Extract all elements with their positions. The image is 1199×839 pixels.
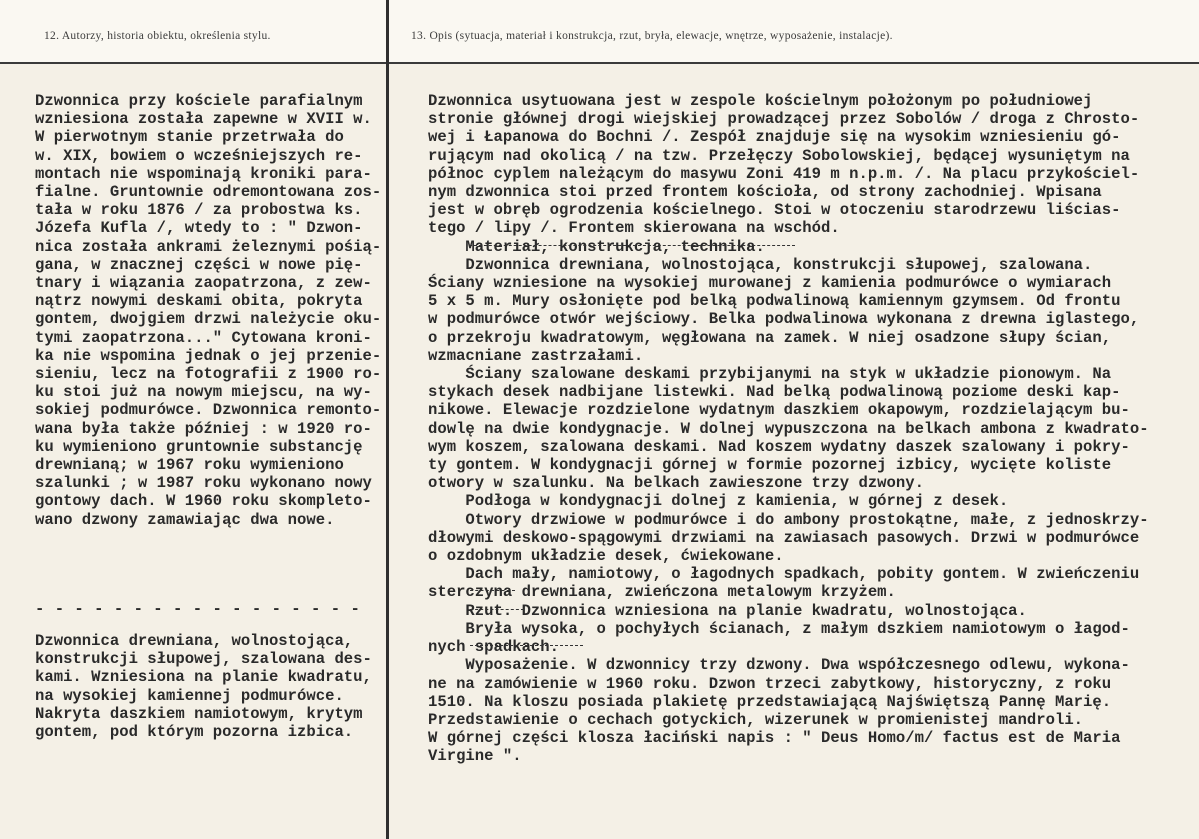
underline-bryla: [470, 609, 524, 610]
section-12-heading: 12. Autorzy, historia obiektu, określenia stylu.: [44, 30, 271, 42]
underline-material: [469, 245, 795, 246]
underline-rzut: [470, 590, 515, 591]
history-text: Dzwonnica przy kościele parafialnym wzniesiona została zapewne w XVII w. W pierwotnym stanie przetrwała do w. XIX, bowiem o wcześniejszych re- montach nie wspominają kroniki para- fialne. Gruntownie odremontowana zos- tała w roku 1876 / za probostwa ks. Józefa Kufla /, wtedy to : " Dzwon- nica została ankrami żeleznymi pośią- gana, w znacznej części w nowe pię- tnary i wiązania zaopatrzona, z zew- nątrz nowymi deskami obita, pokryta gontem, dwojgiem drzwi należycie oku- tymi zaopatrzona..." Cytowana kroni- ka nie wspomina jednak o jej przenie- sieniu, lecz na fotografii z 1900 ro- ku stoi już na nowym miejscu, na wy- sokiej podmurówce. Dzwonnica remonto- wana była także później : w 1920 ro- ku wymieniono gruntownie substancję drewnianą; w 1967 roku wymieniono szalunki ; w 1987 roku wykonano nowy gontowy dach. W 1960 roku skompleto- wano dzwony zamawiając dwa nowe.: [35, 92, 382, 529]
underline-wyposazenie: [470, 645, 583, 646]
dashed-separator: - - - - - - - - - - - - - - - - -: [35, 600, 361, 618]
description-text: Dzwonnica usytuowana jest w zespole kościelnym położonym po południowej stronie głównej drogi wiejskiej prowadzącej przez Sobolów / droga z Chrosto- wej i Łapanowa do Bochni /. Zespół znajduje się na wysokim wzniesieniu gó- rującym nad okolicą / na tzw. Przełęczy Sobolowskiej, będącej wysuniętym na północ cyplem należącym do masywu Zoni 419 m n.p.m. /. Na placu przykościel- nym dzwonnica stoi przed frontem kościoła, od strony zachodniej. Wpisana jest w obręb ogrodzenia kościelnego. Stoi w otoczeniu starodrzewu liścias- tego / lipy /. Frontem skierowana na wschód. Materiał, konstrukcja, technika. Dzwonnica drewniana, wolnostojąca, konstrukcji słupowej, szalowana. Ściany wzniesione na wysokiej murowanej z kamienia podmurówce o wymiarach 5 x 5 m. Mury osłonięte pod belką podwalinową kamiennym gzymsem. Od frontu w podmurówce otwór wejściowy. Belka podwalinowa wykonana z drewna iglastego, o przekroju kwadratowym, węgłowana na zamek. W niej osadzone słupy ścian, wzmacniane zastrzałami. Ściany szalowane deskami przybijanymi na styk w układzie pionowym. Na stykach desek nadbijane listewki. Nad belką podwalinową poziome deski kap- nikowe. Elewacje rozdzielone wydatnym daszkiem okapowym, rozdzielającym bu- dowlę na dwie kondygnacje. W dolnej wypuszczona na belkach ambona z kwadrato- wym koszem, szalowana deskami. Nad koszem wydatny daszek szalowany i pokry- ty gontem. W kondygnacji górnej w formie pozornej izbicy, wycięte koliste otwory w szalunku. Na belkach zawieszone trzy dzwony. Podłoga w kondygnacji dolnej z kamienia, w górnej z desek. Otwory drzwiowe w podmurówce i do ambony prostokątne, małe, z jednoskrzy- dłowymi deskowo-spągowymi drzwiami na zawiasach pasowych. Drzwi w podmurówce o ozdobnym układzie desek, ćwiekowane. Dach mały, namiotowy, o łagodnych spadkach, pobity gontem. W zwieńczeniu sterczyna drewniana, zwieńczona metalowym krzyżem. Rzut. Dzwonnica wzniesiona na planie kwadratu, wolnostojąca. Bryła wysoka, o pochyłych ścianach, z małym dszkiem namiotowym o łagod- nych spadkach. Wyposażenie. W dzwonnicy trzy dzwony. Dwa współczesnego odlewu, wykona- ne na zamówienie w 1960 roku. Dzwon trzeci zabytkowy, historyczny, z roku 1510. Na kloszu posiada plakietę przedstawiającą Najświętszą Pannę Marię. Przedstawienie o cechach gotyckich, wizerunek w promienistej mandroli. W górnej części klosza łaciński napis : " Deus Homo/m/ factus est de Maria Virgine ".: [428, 92, 1149, 766]
style-summary-text: Dzwonnica drewniana, wolnostojąca, konstrukcji słupowej, szalowana des- kami. Wzniesiona na planie kwadratu, na wysokiej kamiennej podmurówce. Nakryta daszkiem namiotowym, krytym gontem, pod którym pozorna izbica.: [35, 632, 372, 742]
header-divider: [0, 62, 1199, 64]
section-13-heading: 13. Opis (sytuacja, materiał i konstrukcja, rzut, bryła, elewacje, wnętrze, wyposażenie, instalacje).: [411, 30, 893, 42]
